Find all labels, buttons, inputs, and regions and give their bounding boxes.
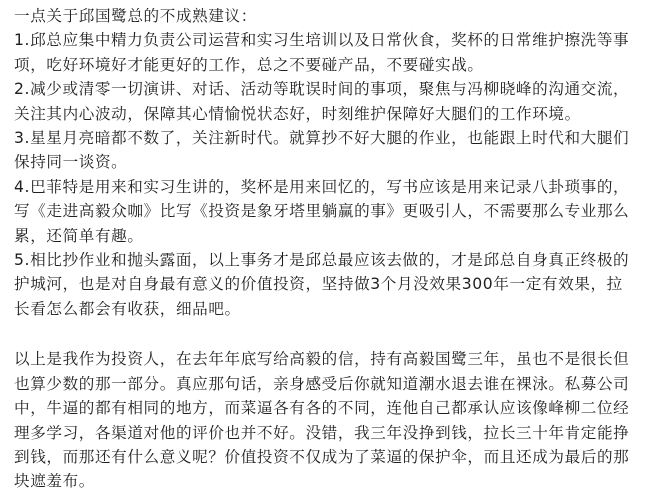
paragraph-gap: [14, 321, 638, 347]
suggestion-item-2: 2.减少或清零一切演讲、对话、活动等耽误时间的事项，聚焦与冯柳晓峰的沟通交流，关注其内心波动，保障其心情愉悦状态好，时刻维护保障好大腿们的工作环境。: [14, 80, 630, 123]
list-heading: 一点关于邱国鹭总的不成熟建议：: [14, 7, 257, 25]
suggestion-item-4: 4.巴菲特是用来和实习生讲的，奖杯是用来回忆的，写书应该是用来记录八卦琐事的，写《走进高毅众咖》比写《投资是象牙塔里躺赢的事》更吸引人，不需要那么专业那么累，还简单有趣。: [14, 177, 630, 245]
closing-paragraph: 以上是我作为投资人，在去年年底写给高毅的信，持有高毅国鹭三年，虽也不是很长但也算少数的那一部分。真应那句话，亲身感受后你就知道潮水退去谁在裸泳。私募公司中，牛逼的都有相同的地方，而菜逼各有各的不同，连他自己都承认应该像峰柳二位经理多学习，各渠道对他的评价也并不好。没错，我三年没挣到钱，拉长三十年肯定能挣到钱，而那还有什么意义呢？价值投资不仅成为了菜逼的保护伞，而且还成为最后的那块遮羞布。: [14, 350, 630, 491]
suggestion-list: [14, 4, 638, 321]
suggestion-item-1: 1.邱总应集中精力负责公司运营和实习生培训以及日常伙食，奖杯的日常维护擦洗等事项，吃好环境好才能更好的工作，总之不要碰产品，不要碰实战。: [14, 31, 630, 74]
closing-section: [14, 347, 638, 493]
suggestion-item-5: 5.相比抄作业和抛头露面，以上事务才是邱总最应该去做的，才是邱总自身真正终极的护城河，也是对自身最有意义的价值投资，坚持做3个月没效果300年一定有效果，拉长看怎么都会有收获，细品吧。: [14, 251, 630, 318]
suggestion-item-3: 3.星星月亮暗都不数了，关注新时代。就算抄不好大腿的作业，也能跟上时代和大腿们保持同一谈资。: [14, 129, 630, 172]
